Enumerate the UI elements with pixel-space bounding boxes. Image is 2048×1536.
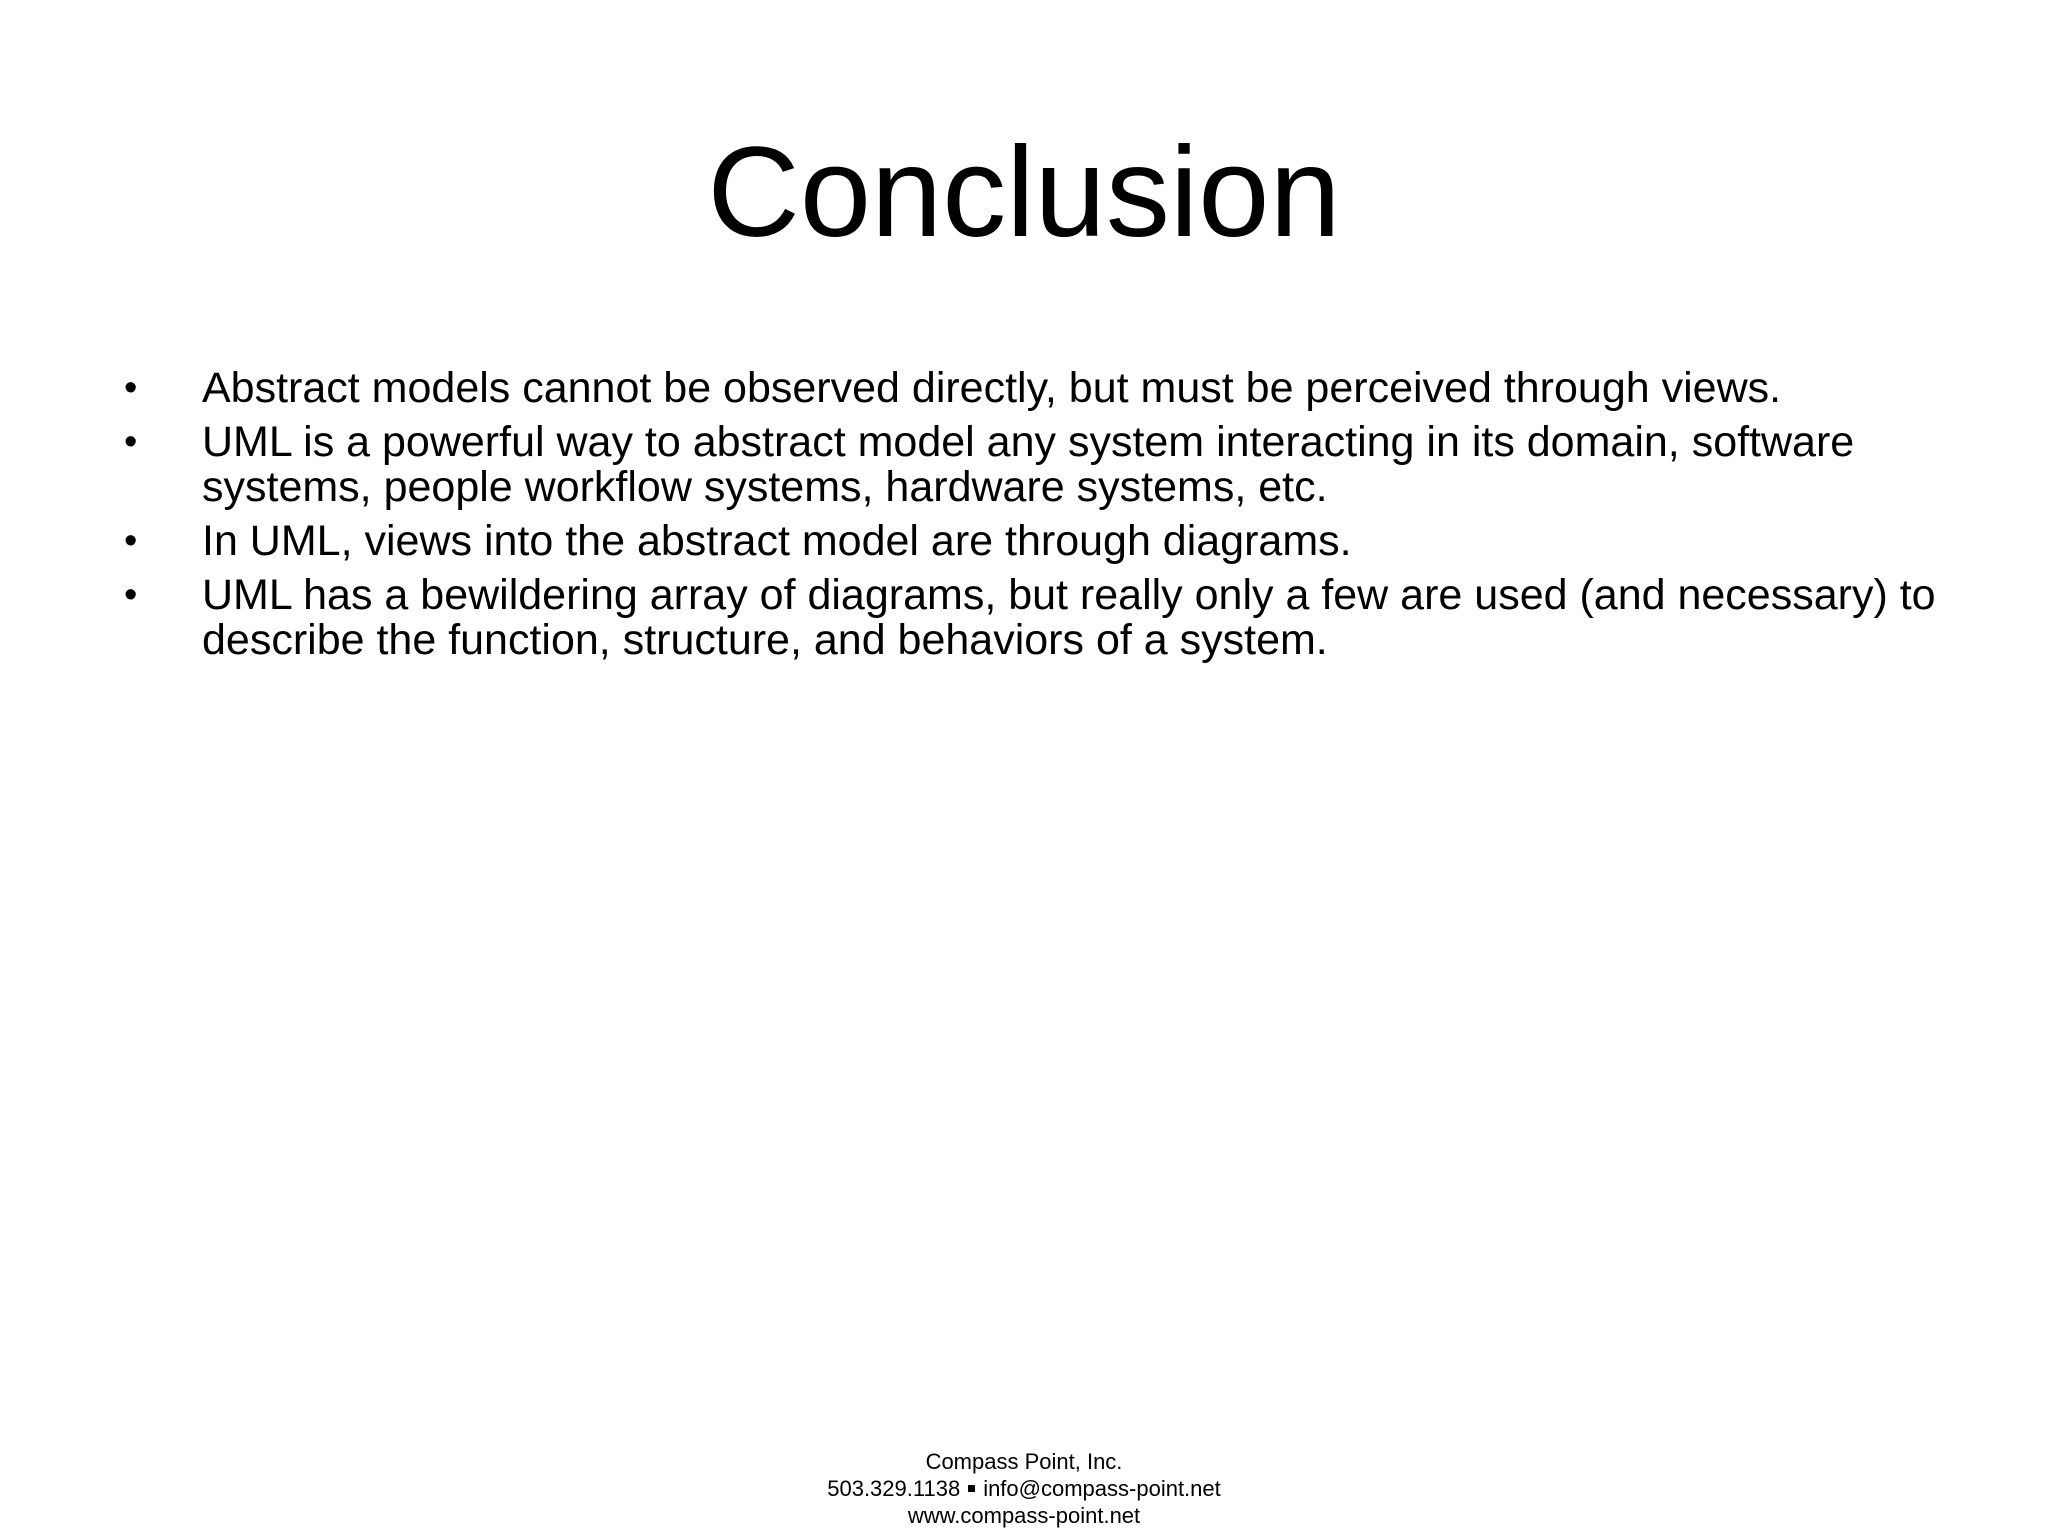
- bullet-text: Abstract models cannot be observed directly, but must be perceived through views.: [202, 364, 1782, 412]
- footer-contact: [0, 1475, 2048, 1502]
- bullet-text: In UML, views into the abstract model are through diagrams.: [202, 517, 1352, 565]
- list-item: [120, 366, 1980, 411]
- square-separator-icon: [968, 1485, 975, 1492]
- list-item: [120, 519, 1980, 564]
- bullet-list: [120, 366, 1980, 672]
- list-item: [120, 420, 1980, 510]
- slide-title: Conclusion: [707, 121, 1341, 264]
- bullet-text: UML is a powerful way to abstract model any system interacting in its domain, software systems, people workflow systems, hardware systems, etc.: [202, 418, 1855, 511]
- footer-website[interactable]: www.compass-point.net: [907, 1503, 1141, 1528]
- bullet-marker: •: [124, 367, 138, 409]
- bullet-text: UML has a bewildering array of diagrams, but really only a few are used (and necessary) to describe the function, structure, and behaviors of a system.: [202, 571, 1936, 664]
- footer-email[interactable]: info@compass-point.net: [983, 1476, 1221, 1501]
- list-item: [120, 573, 1980, 663]
- footer-company: Compass Point, Inc.: [925, 1449, 1123, 1474]
- footer: [0, 1448, 2048, 1529]
- footer-phone: 503.329.1138: [827, 1476, 961, 1501]
- bullet-marker: •: [124, 574, 138, 616]
- bullet-marker: •: [124, 520, 138, 562]
- bullet-marker: •: [124, 421, 138, 463]
